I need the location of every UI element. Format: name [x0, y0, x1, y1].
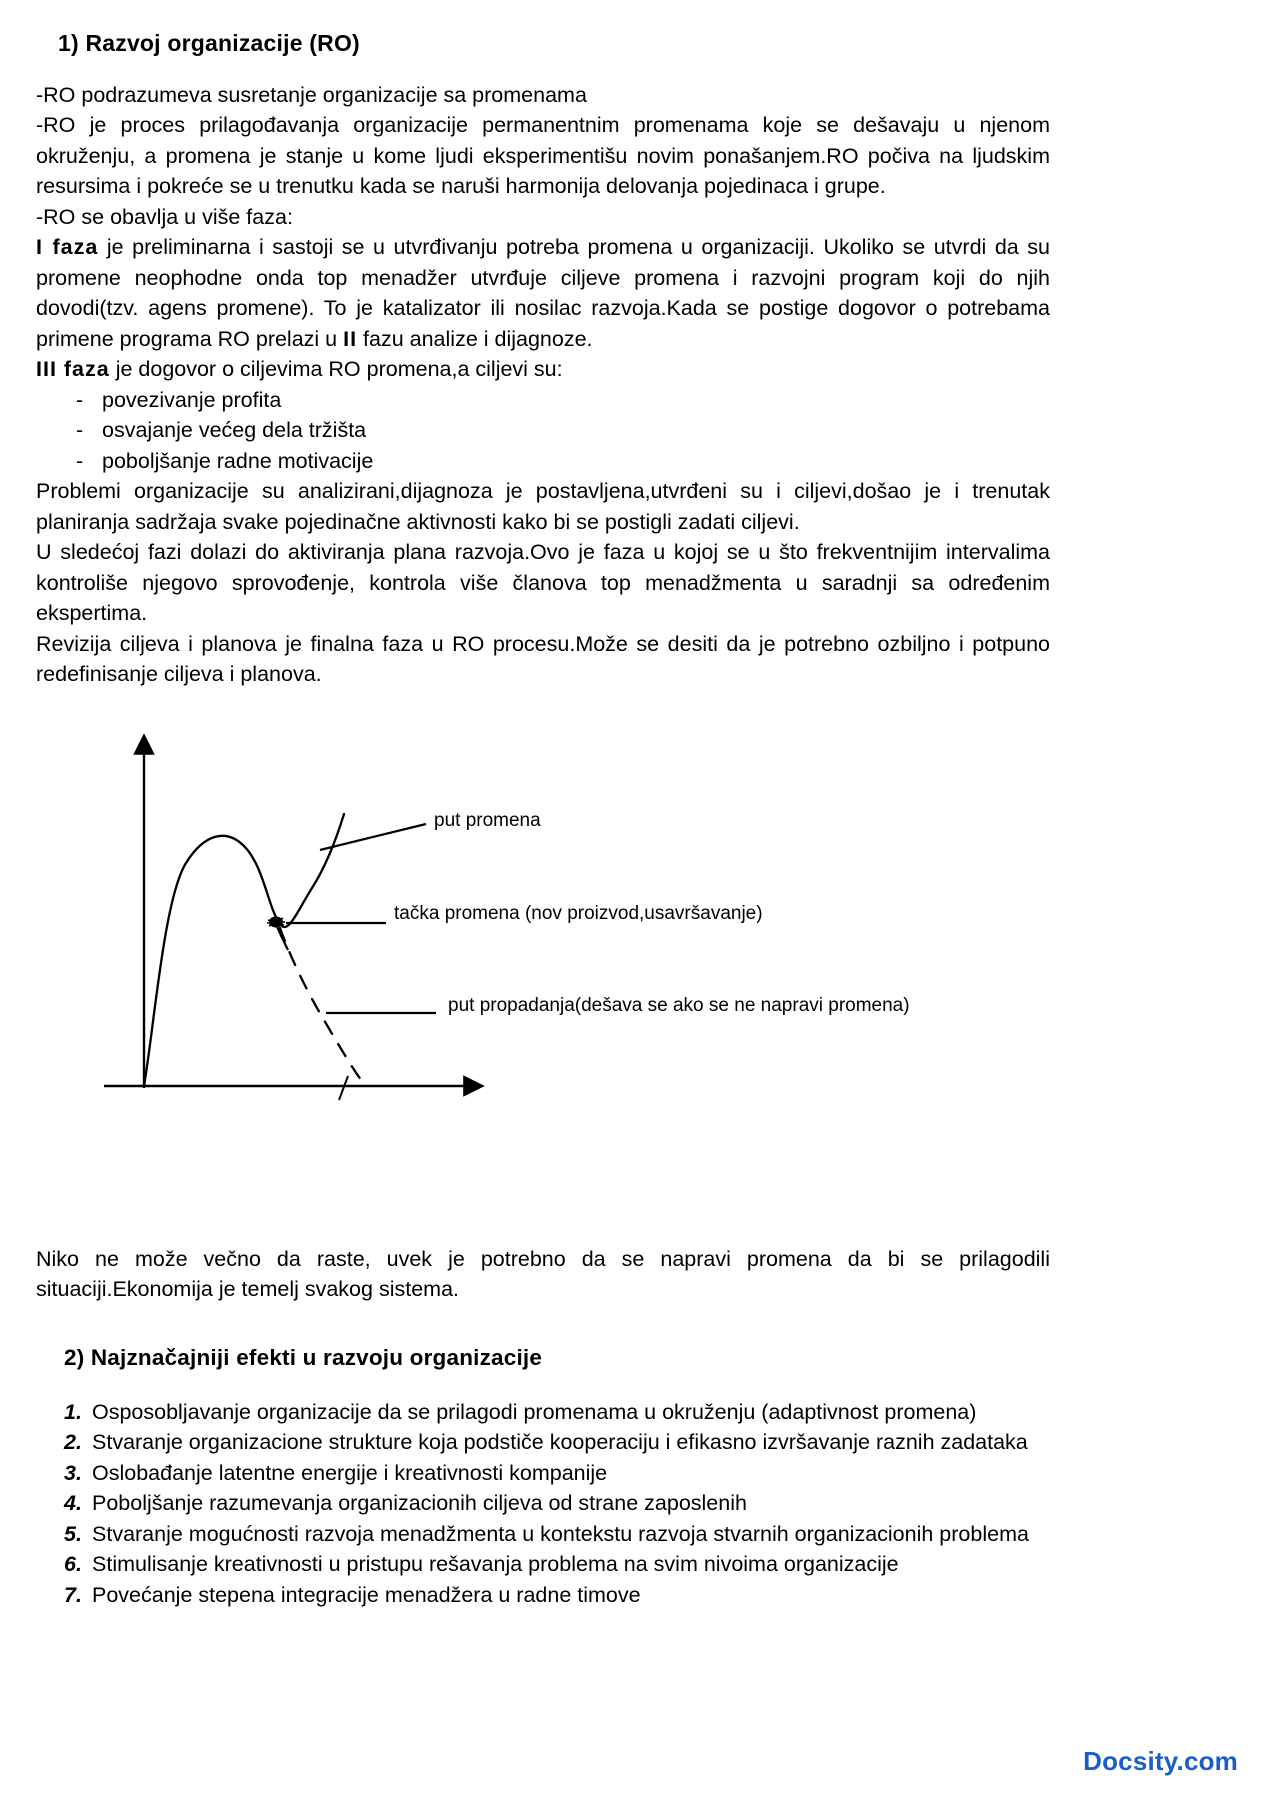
list-item	[36, 1458, 1050, 1489]
phase-one-text: je preliminarna i sastoji se u utvrđivanju potreba promena u organizaciji. Ukoliko se utvrdi da su promene neophodne onda top menadžer utvrđuje ciljeve promena i razvojni program koji do njih dovodi(tzv. agens promene). To je katalizator ili nosilac razvoja.Kada se postige dogovor o potrebama primene programa RO prelazi u	[36, 235, 1050, 351]
list-item	[36, 415, 1050, 446]
curve-put-promena	[144, 814, 344, 1086]
page-subtitle: 2) Najznačajniji efekti u razvoju organizacije	[64, 1344, 543, 1370]
effect-text: Stimulisanje kreativnosti u pristupu rešavanja problema na svim nivoima organizacije	[92, 1552, 899, 1577]
list-item	[36, 1519, 1050, 1550]
paragraph-next-phase: U sledećoj fazi dolazi do aktiviranja plana razvoja.Ovo je faza u kojoj se u što frekventnijim intervalima kontroliše njegovo sprovođenje, kontrola više članova top menadžmenta u saradnji sa određenim ekspertima.	[36, 540, 1050, 626]
paragraph-phase-one	[36, 232, 1050, 354]
phase-one-text-after: fazu analize i dijagnoze.	[357, 326, 593, 351]
goal-text: osvajanje većeg dela tržišta	[102, 418, 367, 443]
item-number: 7.	[64, 1582, 82, 1607]
goals-list	[36, 385, 1050, 477]
effect-text: Osposobljavanje organizacije da se prilagodi promenama u okruženju (adaptivnost promena)	[92, 1399, 977, 1424]
goal-text: povezivanje profita	[102, 387, 282, 412]
list-item	[36, 1488, 1050, 1519]
list-item	[36, 385, 1050, 416]
phase-three-text: je dogovor o ciljevima RO promena,a ciljevi su:	[109, 357, 563, 382]
curve-put-propadanja	[280, 928, 364, 1084]
effect-text: Povećanje stepena integracije menadžera u radne timove	[92, 1582, 641, 1607]
middle-paragraphs	[36, 476, 1050, 690]
paragraph-ro-definition: -RO podrazumeva susretanje organizacije sa promenama	[36, 82, 587, 107]
list-item	[36, 446, 1050, 477]
x-axis-tick	[339, 1076, 348, 1100]
docsity-watermark[interactable]: Docsity.com	[1083, 1746, 1238, 1776]
phase-one-label: I faza	[36, 235, 99, 260]
paragraph-phase-three	[36, 354, 1050, 385]
paragraph-ro-phases: -RO se obavlja u više faza:	[36, 204, 293, 229]
item-number: 4.	[64, 1491, 82, 1516]
dash-bullet: -	[76, 418, 84, 443]
list-item	[36, 1427, 1050, 1458]
paragraph-conclusion: Niko ne može večno da raste, uvek je potrebno da se napravi promena da bi se prilagodili situaciji.Ekonomija je temelj svakog sistema.	[36, 1246, 1050, 1302]
list-item	[36, 1549, 1050, 1580]
item-number: 2.	[64, 1430, 82, 1455]
paragraph-ro-process: -RO je proces prilagođavanja organizacije permanentnim promenama koje se dešavaju u njenom okruženju, a promena je stanje u kome ljudi eksperimentišu novim ponašanjem.RO počiva na ljudskim resursima i pokreće se u trenutku kada se naruši harmonija delovanja pojedinaca i grupe.	[36, 113, 1050, 199]
effect-text: Oslobađanje latentne energije i kreativnosti kompanije	[92, 1460, 608, 1485]
change-point-stub	[276, 924, 288, 950]
phase-three-label: III faza	[36, 357, 110, 382]
document-content	[36, 0, 1050, 1610]
item-number: 5.	[64, 1521, 82, 1546]
change-curve-diagram	[36, 728, 1050, 1148]
annotation-tacka-promena: tačka promena (nov proizvod,usavršavanje)	[394, 902, 763, 924]
intro-paragraphs	[36, 80, 1050, 233]
item-number: 6.	[64, 1552, 82, 1577]
item-number: 1.	[64, 1399, 82, 1424]
annotation-put-propadanja: put propadanja(dešava se ako se ne napravi promena)	[448, 994, 910, 1016]
list-item	[36, 1397, 1050, 1428]
dash-bullet: -	[76, 387, 84, 412]
paragraph-revision: Revizija ciljeva i planova je finalna faza u RO procesu.Može se desiti da je potrebno ozbiljno i potpuno redefinisanje ciljeva i planova.	[36, 631, 1050, 687]
item-number: 3.	[64, 1460, 82, 1485]
diagram-svg	[36, 728, 1050, 1148]
list-item	[36, 1580, 1050, 1611]
annotation-put-promena: put promena	[434, 809, 541, 831]
dash-bullet: -	[76, 448, 84, 473]
effect-text: Stvaranje organizacione strukture koja podstiče kooperaciju i efikasno izvršavanje raznih zadataka	[92, 1430, 1028, 1455]
paragraph-problems: Problemi organizacije su analizirani,dijagnoza je postavljena,utvrđeni su i ciljevi,došao je i trenutak planiranja sadržaja svake pojedinačne aktivnosti kako bi se postigli zadati ciljevi.	[36, 479, 1050, 534]
effects-list	[36, 1397, 1050, 1611]
effect-text: Stvaranje mogućnosti razvoja menadžmenta u kontekstu razvoja stvarnih organizacionih problema	[92, 1521, 1029, 1546]
goal-text: poboljšanje radne motivacije	[102, 448, 374, 473]
page-title: 1) Razvoj organizacije (RO)	[58, 30, 360, 56]
phase-two-label: II	[343, 326, 358, 351]
effect-text: Poboljšanje razumevanja organizacionih ciljeva od strane zaposlenih	[92, 1491, 747, 1516]
